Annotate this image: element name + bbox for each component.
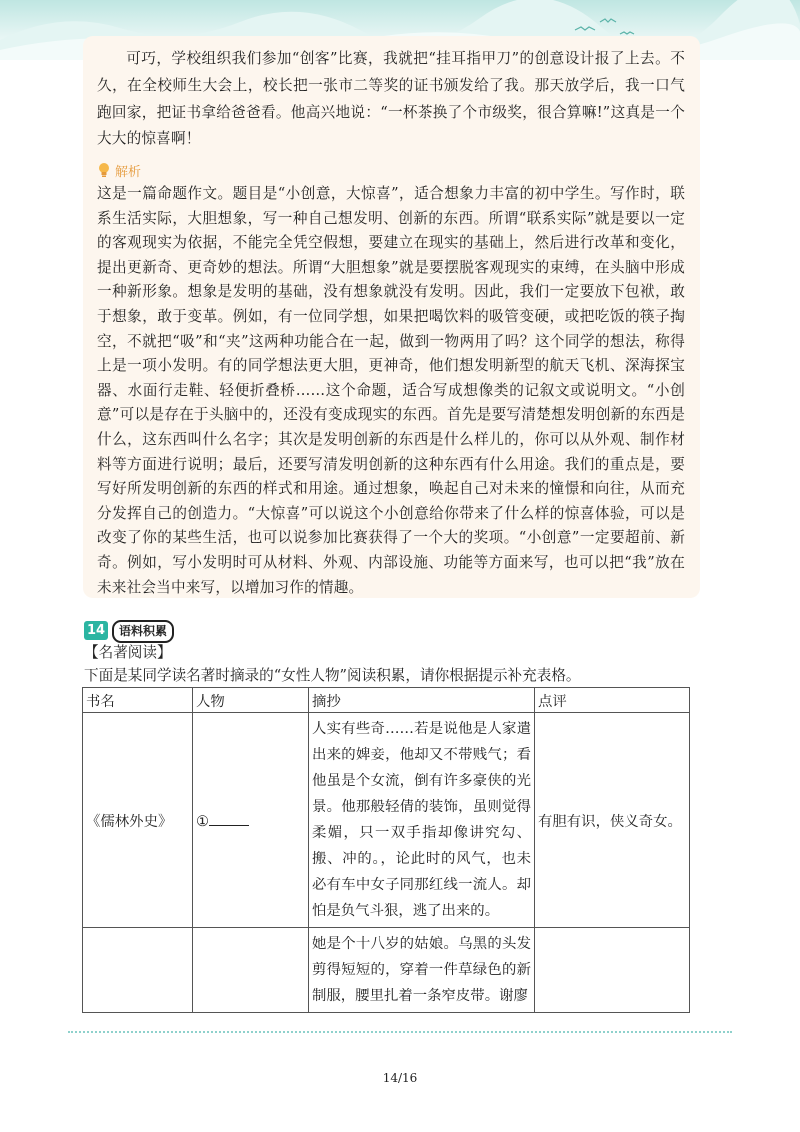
header-person: 人物	[193, 688, 309, 713]
section-number: 14	[84, 621, 108, 640]
section-instruction: 下面是某同学读名著时摘录的“女性人物”阅读积累，请你根据提示补充表格。	[84, 667, 581, 684]
essay-paragraph: 可巧，学校组织我们参加“创客”比赛，我就把“挂耳指甲刀”的创意设计报了上去。不久，在全校师生大会上，校长把一张市二等奖的证书颁发给了我。那天放学后，我一口气跑回家，把证书拿给爸爸看。他高兴地说：“一杯茶换了个市级奖，很合算嘛!”这真是一个大大的惊喜啊！	[97, 50, 685, 148]
analysis-text: 这是一篇命题作文。题目是“小创意，大惊喜”，适合想象力丰富的初中学生。写作时，联系生活实际，大胆想象，写一种自己想发明、创新的东西。所谓“联系实际”就是要以一定的客观现实为依据，不能完全凭空假想，要建立在现实的基础上，然后进行改革和变化，提出更新奇、更奇妙的想法。所谓“大胆想象”就是要摆脱客观现实的束缚，在头脑中形成一种新形象。想象是发明的基础，没有想象就没有发明。因此，我们一定要放下包袱，敢于想象，敢于变革。例如，有一位同学想，如果把喝饮料的吸管变硬，或把吃饭的筷子掏空，不就把“吸”和“夹”这两种功能合在一起，做到一物两用了吗？这个同学的想法，称得上是一项小发明。有的同学想法更大胆，更神奇，他们想发明新型的航天飞机、深海探宝器、水面行走鞋、轻便折叠桥……这个命题，适合写成想像类的记叙文或说明文。“小创意”可以是存在于头脑中的，还没有变成现实的东西。首先是要写清楚想发明创新的东西是什么，这东西叫什么名字；其次是发明创新的东西是什么样儿的，你可以从外观、制作材料等方面进行说明；最后，还要写清发明创新的这种东西有什么用途。我们的重点是，要写好所发明创新的东西的样式和用途。通过想象，唤起自己对未来的憧憬和向往，从而充分发挥自己的创造力。“大惊喜”可以说这个小创意给你带来了什么样的惊喜体验，可以是改变了你的某些生活，也可以说参加比赛获得了一个大的奖项。“小创意”一定要超前、新奇。例如，写小发明时可从材料、外观、内部设施、功能等方面来写，也可以把“我”放在未来社会当中来写，以增加习作的情趣。	[97, 185, 685, 596]
section-title: 语料积累	[112, 620, 174, 643]
person-cell	[193, 928, 309, 1013]
footer-divider	[68, 1031, 732, 1033]
page-number: 14/16	[382, 1071, 418, 1085]
book-cell	[83, 928, 193, 1013]
analysis-tag	[97, 159, 141, 181]
table-row	[83, 713, 690, 928]
header-comment: 点评	[535, 688, 690, 713]
analysis-label: 解析	[115, 164, 142, 180]
header-book: 书名	[83, 688, 193, 713]
excerpt-cell: 人实有些奇……若是说他是人家遣出来的婢妾，他却又不带贱气；看他虽是个女流，倒有许多豪侠的光景。他那般轻倩的装饰，虽则觉得柔媚，只一双手指却像讲究勾、搬、冲的。，论此时的风气，也未必有车中女子同那红线一流人。却怕是负气斗狠，逃了出来的。	[309, 713, 535, 928]
table-row	[83, 928, 690, 1013]
excerpt-cell: 她是个十八岁的姑娘。乌黑的头发剪得短短的，穿着一件草绿色的新制服，腰里扎着一条窄皮带。谢廖	[309, 928, 535, 1013]
table-header-row	[83, 688, 690, 713]
reading-table	[82, 687, 690, 1013]
comment-cell: 有胆有识，侠义奇女。	[535, 713, 690, 928]
blank-number: ①	[196, 813, 209, 830]
comment-cell	[535, 928, 690, 1013]
person-cell[interactable]	[193, 713, 309, 928]
lightbulb-icon	[97, 162, 111, 178]
header-excerpt: 摘抄	[309, 688, 535, 713]
answer-blank[interactable]	[209, 811, 249, 826]
book-cell: 《儒林外史》	[83, 713, 193, 928]
section-subheading: 【名著阅读】	[84, 644, 172, 661]
